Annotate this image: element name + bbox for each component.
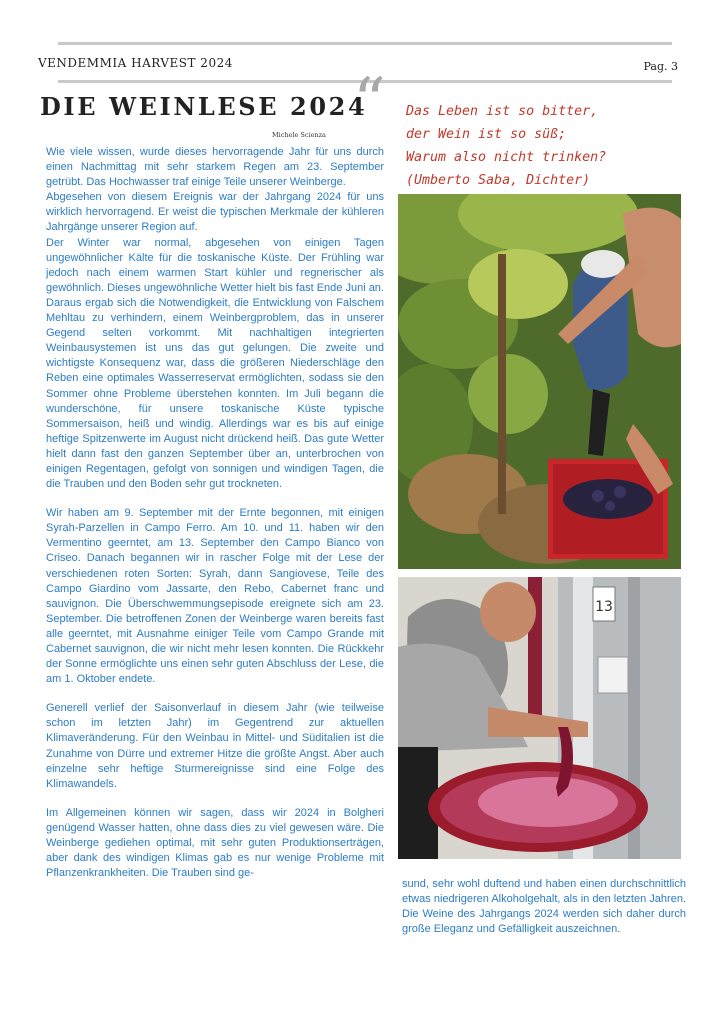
paragraph: Generell verlief der Saisonverlauf in diesem Jahr (wie teilweise schon im letzten Jahr) im Gegentrend zur aktuellen Klimaveränderung. Für den Weinbau in Mittel- und Süditalien ist die Zunahme von Dürre und extremer Hitze die größte Angst. Aber auch einzelne sehr heftige Sturmereignisse sind eine Folge des Klimawandels. — [46, 702, 384, 790]
page-number: Pag. 3 — [643, 60, 678, 73]
article-author: Michele Scienza — [272, 131, 326, 139]
vineyard-harvest-photo — [398, 194, 681, 569]
article-title: DIE WEINLESE 2024 — [40, 92, 368, 121]
quote-mark-icon: “ — [353, 65, 386, 139]
paragraph: Der Winter war normal, abgesehen von einigen Tagen ungewöhnlicher Kälte für die toskanische Küste. Der Frühling war jedoch nach einem warmen Start kühler und regnerischer als gewöhnlich. Dieses ungewöhnliche Wetter hielt bis fast Ende Juni an. Daraus ergab sich die Notwendigkeit, die Entwicklung von Falschem Mehltau zu verhindern, einem Weinbergproblem, das in unserer Gegend selten vorkommt. Mit nachhaltigen integrierten Weinbausystemen ist uns das gut gelungen. Die zweite und wichtigste Konsequenz war, dass die größeren Niederschläge den Reben eine optimales Wasserreservat ermöglichten, sodass sie den Sommer ohne Probleme überstehen konnten. Im Juli begann die wunderschöne, für unsere toskanische Küste typische Sommersaison, heiß und windig. Allerdings war es bis auf einige heftige Spitzenwerte im August nicht drückend heiß. Das gute Wetter hielt dann fast den ganzen September über an, unterbrochen von einigen Regentagen, gefolgt von sonnigen und windigen Tagen, die die Trauben und den Boden sehr gut trockneten. — [46, 236, 384, 491]
article-continuation-column — [402, 877, 686, 937]
winery-tank-photo — [398, 577, 681, 859]
quote-line: Warum also nicht trinken? — [406, 150, 607, 165]
quote-line: (Umberto Saba, Dichter) — [406, 173, 591, 188]
epigraph-quote — [406, 100, 716, 192]
quote-line: der Wein ist so süß; — [406, 127, 567, 142]
tank-number-label: 13 — [595, 599, 613, 615]
paragraph: Wie viele wissen, wurde dieses hervorragende Jahr für uns durch einen Nachmittag mit sehr starkem Regen am 23. September getrübt. Das Hochwasser traf einige Teile unserer Weinberge. — [46, 146, 384, 189]
quote-line: Das Leben ist so bitter, — [406, 104, 599, 119]
paragraph: Wir haben am 9. September mit der Ernte begonnen, mit einigen Syrah-Parzellen in Campo Ferro. Am 10. und 11. haben wir den Vermentino geerntet, am 13. September den Campo Bianco von Criseo. Danach begannen wir in rascher Folge mit der Lese der verschiedenen roten Sorten: Syrah, dann Sangiovese, Teile des Campo Giardino vom Jassarte, den Rebo, Cabernet franc und sauvignon. Die Überschwemmungsepisode ereignete sich am 23. September. Die betroffenen Zonen der Weinberge waren bereits fast alle geerntet, mit Ausnahme einiger Teile vom Campo Grande mit Cabernet sauvignon, die wir nicht mehr lesen konnten. Die Rückkehr der Sonne ermöglichte uns einen sehr guten Abschluss der Lese, die am 1. Oktober endete. — [46, 507, 384, 686]
publication-name: VENDEMMIA HARVEST 2024 — [38, 56, 233, 70]
header-top-rule — [58, 42, 672, 45]
article-body-column — [46, 145, 384, 881]
paragraph: sund, sehr wohl duftend und haben einen durchschnittlich etwas niedrigeren Alkoholgehalt, als in den letzten Jahren. Die Weine des Jahrgangs 2024 werden sich daher durch große Eleganz und Gefälligkeit auszeichnen. — [402, 878, 686, 936]
paragraph: Im Allgemeinen können wir sagen, dass wir 2024 in Bolgheri genügend Wasser hatten, ohne dass dies zu viel gewesen wäre. Die Weinberge gediehen optimal, mit sehr guten Produktionserträgen, aber dank des windigen Klimas gab es nur wenige Probleme mit Pflanzenkrankheiten. Die Trauben sind ge- — [46, 806, 384, 880]
paragraph: Abgesehen von diesem Ereignis war der Jahrgang 2024 für uns wirklich hervorragend. Er weist die typischen Merkmale der kühleren Jahrgänge unserer Region auf. — [46, 191, 384, 234]
